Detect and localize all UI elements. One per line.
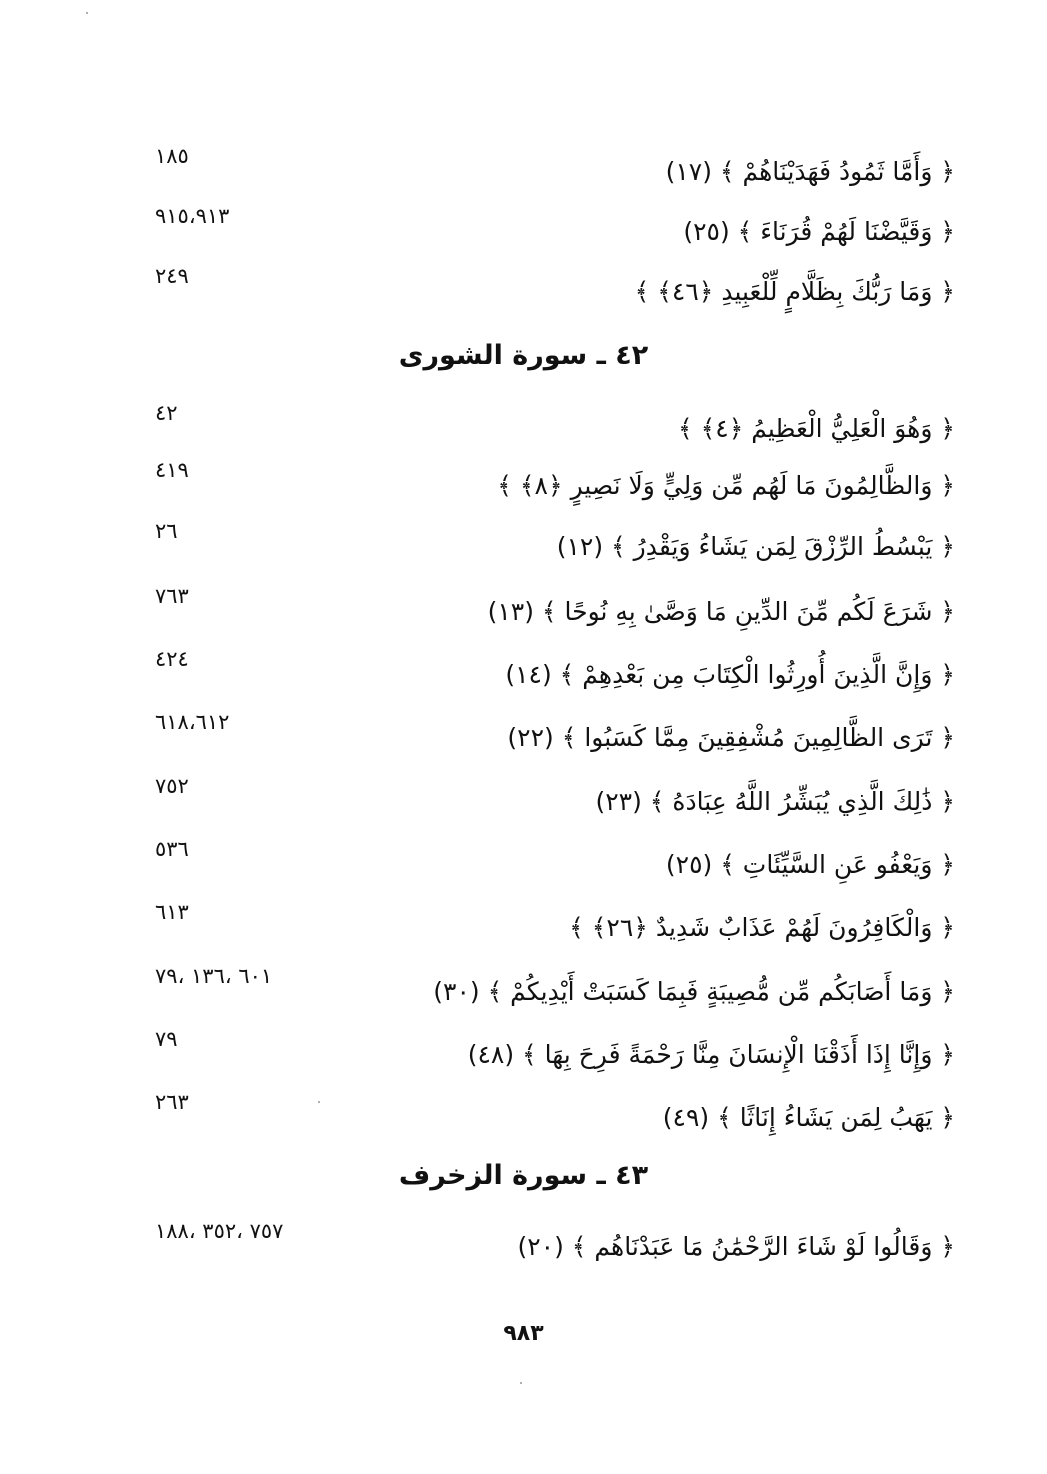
page-references: ٥٣٦: [155, 837, 189, 861]
verse-text: ﴿ وَقَيَّضْنَا لَهُمْ قُرَنَاءَ ﴾ (٢٥): [683, 217, 955, 246]
page-references: ٧٥٧ ،٣٥٢ ،١٨٨: [155, 1219, 284, 1243]
index-entry: [140, 401, 955, 453]
page-references: ٩١٥،٩١٣: [155, 204, 230, 228]
index-entry: [140, 264, 955, 316]
page-references: ٦١٨،٦١٢: [155, 710, 230, 734]
verse-text: ﴿ يَبْسُطُ الرِّزْقَ لِمَن يَشَاءُ وَيَقْدِرُ ﴾ (١٢): [556, 532, 955, 561]
index-entry: [140, 647, 955, 699]
verse-text: ﴿ وَيَعْفُو عَنِ السَّيِّئَاتِ ﴾ (٢٥): [665, 850, 955, 879]
page-references: ٧٥٢: [155, 774, 189, 798]
index-entry: [140, 900, 955, 952]
verse-text: ﴿ وَأَمَّا ثَمُودُ فَهَدَيْنَاهُمْ ﴾ (١٧): [665, 157, 955, 186]
verse-text: ﴿ وَهُوَ الْعَلِيُّ الْعَظِيمُ ﴿٤﴾ ﴾: [678, 414, 955, 443]
scan-speck: [318, 1101, 320, 1103]
index-entry: [140, 774, 955, 826]
surah-heading: ٤٣ ـ سورة الزخرف: [398, 1160, 649, 1191]
verse-text: ﴿ وَالْكَافِرُونَ لَهُمْ عَذَابٌ شَدِيدٌ ﴿٢٦﴾ ﴾: [569, 913, 955, 942]
page-references: ٢٦٣: [155, 1090, 189, 1114]
index-entry: [140, 710, 955, 762]
page-references: ٧٩: [155, 1027, 178, 1051]
index-entry: [140, 1090, 955, 1142]
index-entry: [140, 204, 955, 256]
scan-speck: [86, 12, 88, 14]
index-entry: [140, 458, 955, 510]
index-entry: [140, 584, 955, 636]
page-references: ٤٢: [155, 401, 178, 425]
verse-text: ﴿ وَإِنَّ الَّذِينَ أُورِثُوا الْكِتَابَ مِن بَعْدِهِمْ ﴾ (١٤): [505, 660, 955, 689]
verse-text: ﴿ وَقَالُوا لَوْ شَاءَ الرَّحْمَٰنُ مَا عَبَدْنَاهُم ﴾ (٢٠): [517, 1232, 955, 1261]
index-entry: [140, 964, 955, 1016]
page-references: ٦١٣: [155, 900, 189, 924]
verse-text: ﴿ وَمَا رَبُّكَ بِظَلَّامٍ لِّلْعَبِيدِ ﴿٤٦﴾ ﴾: [634, 277, 955, 306]
index-entry: [140, 144, 955, 196]
page-references: ٤٢٤: [155, 647, 189, 671]
verse-text: ﴿ تَرَى الظَّالِمِينَ مُشْفِقِينَ مِمَّا كَسَبُوا ﴾ (٢٢): [507, 723, 955, 752]
scan-speck: [520, 1382, 522, 1384]
verse-text: ﴿ وَمَا أَصَابَكُم مِّن مُّصِيبَةٍ فَبِمَا كَسَبَتْ أَيْدِيكُمْ ﴾ (٣٠): [433, 977, 955, 1006]
page-number: ٩٨٣: [503, 1321, 544, 1346]
page-references: ٤١٩: [155, 458, 189, 482]
page-references: ٦٠١ ،١٣٦ ،٧٩: [155, 964, 273, 988]
page-references: ٢٦: [155, 519, 178, 543]
index-entry: [140, 1219, 955, 1271]
index-entry: [140, 1027, 955, 1079]
index-entry: [140, 519, 955, 571]
surah-heading: ٤٢ ـ سورة الشورى: [398, 340, 649, 371]
verse-text: ﴿ ذَٰلِكَ الَّذِي يُبَشِّرُ اللَّهُ عِبَادَهُ ﴾ (٢٣): [595, 787, 955, 816]
page-references: ٧٦٣: [155, 584, 189, 608]
index-entry: [140, 837, 955, 889]
page-references: ١٨٥: [155, 144, 189, 168]
verse-text: ﴿ يَهَبُ لِمَن يَشَاءُ إِنَاثًا ﴾ (٤٩): [662, 1103, 955, 1132]
verse-text: ﴿ شَرَعَ لَكُم مِّنَ الدِّينِ مَا وَصَّىٰ بِهِ نُوحًا ﴾ (١٣): [487, 597, 955, 626]
verse-text: ﴿ وَالظَّالِمُونَ مَا لَهُم مِّن وَلِيٍّ وَلَا نَصِيرٍ ﴿٨﴾ ﴾: [497, 471, 955, 500]
verse-text: ﴿ وَإِنَّا إِذَا أَذَقْنَا الْإِنسَانَ مِنَّا رَحْمَةً فَرِحَ بِهَا ﴾ (٤٨): [467, 1040, 955, 1069]
page-references: ٢٤٩: [155, 264, 189, 288]
